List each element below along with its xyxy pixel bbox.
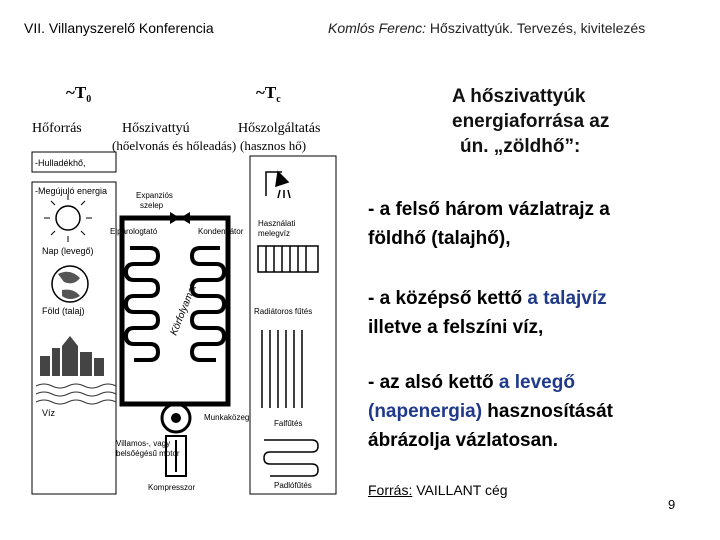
city-icon [40,336,104,376]
cycle-label: Körfolyamat [168,283,199,338]
radiator-label: Radiátoros fűtés [254,307,313,316]
water-icon [36,384,116,404]
bullet-3-solar: (napenergia) [368,401,483,422]
evaporator-coil [126,248,158,360]
floor-heating-icon [264,440,318,476]
bullet-air [368,368,613,455]
page-number: 9 [668,497,676,512]
heading-line-3: ún. „zöldhő”: [460,136,581,157]
heat-pump-sublabel: (hőelvonás és hőleadás) [112,138,237,153]
evaporator-label: Elpárologtató [110,227,158,236]
motor-sublabel: belsőégésű motor [116,449,180,458]
heat-service-label: Hőszolgáltatás [238,121,321,136]
compressor-label: Kompresszor [148,483,196,492]
bullet-3-line-2 [368,397,613,426]
radiator-icon [258,246,318,272]
heading-line-1: A hőszivattyúk [452,86,586,107]
sun-icon [44,194,92,242]
tc-label: $\sim T_c$ [256,83,281,105]
motor-label: Villamos-, vagy [116,439,171,448]
heat-service-box [250,156,336,494]
source-text: VAILLANT cég [412,482,508,498]
bullet-1-line-1: - a felső három vázlatrajz a [368,199,610,220]
bullet-1-line-2: földhő (talajhő), [368,228,511,249]
earth-label: Föld (talaj) [42,306,85,316]
bullet-2-line-1 [368,284,607,313]
sun-label: Nap (levegő) [42,246,94,256]
bullet-3-line-3: ábrázolja vázlatosan. [368,430,559,451]
heat-pump-label: Hőszivattyú [122,121,190,136]
bullet-2-groundwater: a talajvíz [527,288,607,309]
hot-water-label: Használati [258,219,296,228]
conference-title: VII. Villanyszerelő Konferencia [24,20,214,36]
working-medium-label: Munkaközeg [204,413,250,422]
floor-heating-label: Padlófűtés [274,481,312,490]
source-note [368,482,508,498]
bullet-3-air: a levegő [498,372,575,393]
presentation-subtitle: Hőszivattyúk. Tervezés, kivitelezés [426,20,646,36]
heat-pump-diagram [18,68,342,508]
condenser-label: Kondenzátor [198,227,244,236]
t0-label: $\sim T_0$ [66,83,92,105]
bullet-3-usage: hasznosítását [482,401,613,422]
source-label: Forrás: [368,482,413,498]
shower-icon [266,172,290,198]
bullet-3-prefix: - az alsó kettő [368,372,499,393]
presentation-title [328,20,645,36]
heat-pump-schematic [18,68,342,508]
bullet-3-line-1 [368,368,613,397]
water-label: Víz [42,408,56,418]
expansion-valve-sublabel: szelep [140,201,164,210]
wall-heating-icon [262,330,302,408]
hot-water-sublabel: melegvíz [258,229,291,238]
heading-line-2: energiaforrása az [452,111,610,132]
bullet-2-line-2: illetve a felszíni víz, [368,317,544,338]
slide-heading [452,84,609,159]
heat-service-sublabel: (hasznos hő) [240,138,307,153]
bullet-soil-heat [368,195,610,253]
wall-heating-label: Falfűtés [274,419,303,428]
earth-icon [52,266,88,302]
renewable-label: -Megújuló energia [35,186,108,196]
bullet-2-prefix: - a középső kettő [368,288,528,309]
condenser-coil [192,248,224,360]
heat-source-label: Hőforrás [32,121,82,136]
waste-heat-label: -Hulladékhő, [35,158,86,168]
expansion-valve-icon [170,212,190,224]
bullet-water [368,284,607,342]
author-name: Komlós Ferenc: [328,20,427,36]
expansion-valve-label: Expanziós [136,191,173,200]
